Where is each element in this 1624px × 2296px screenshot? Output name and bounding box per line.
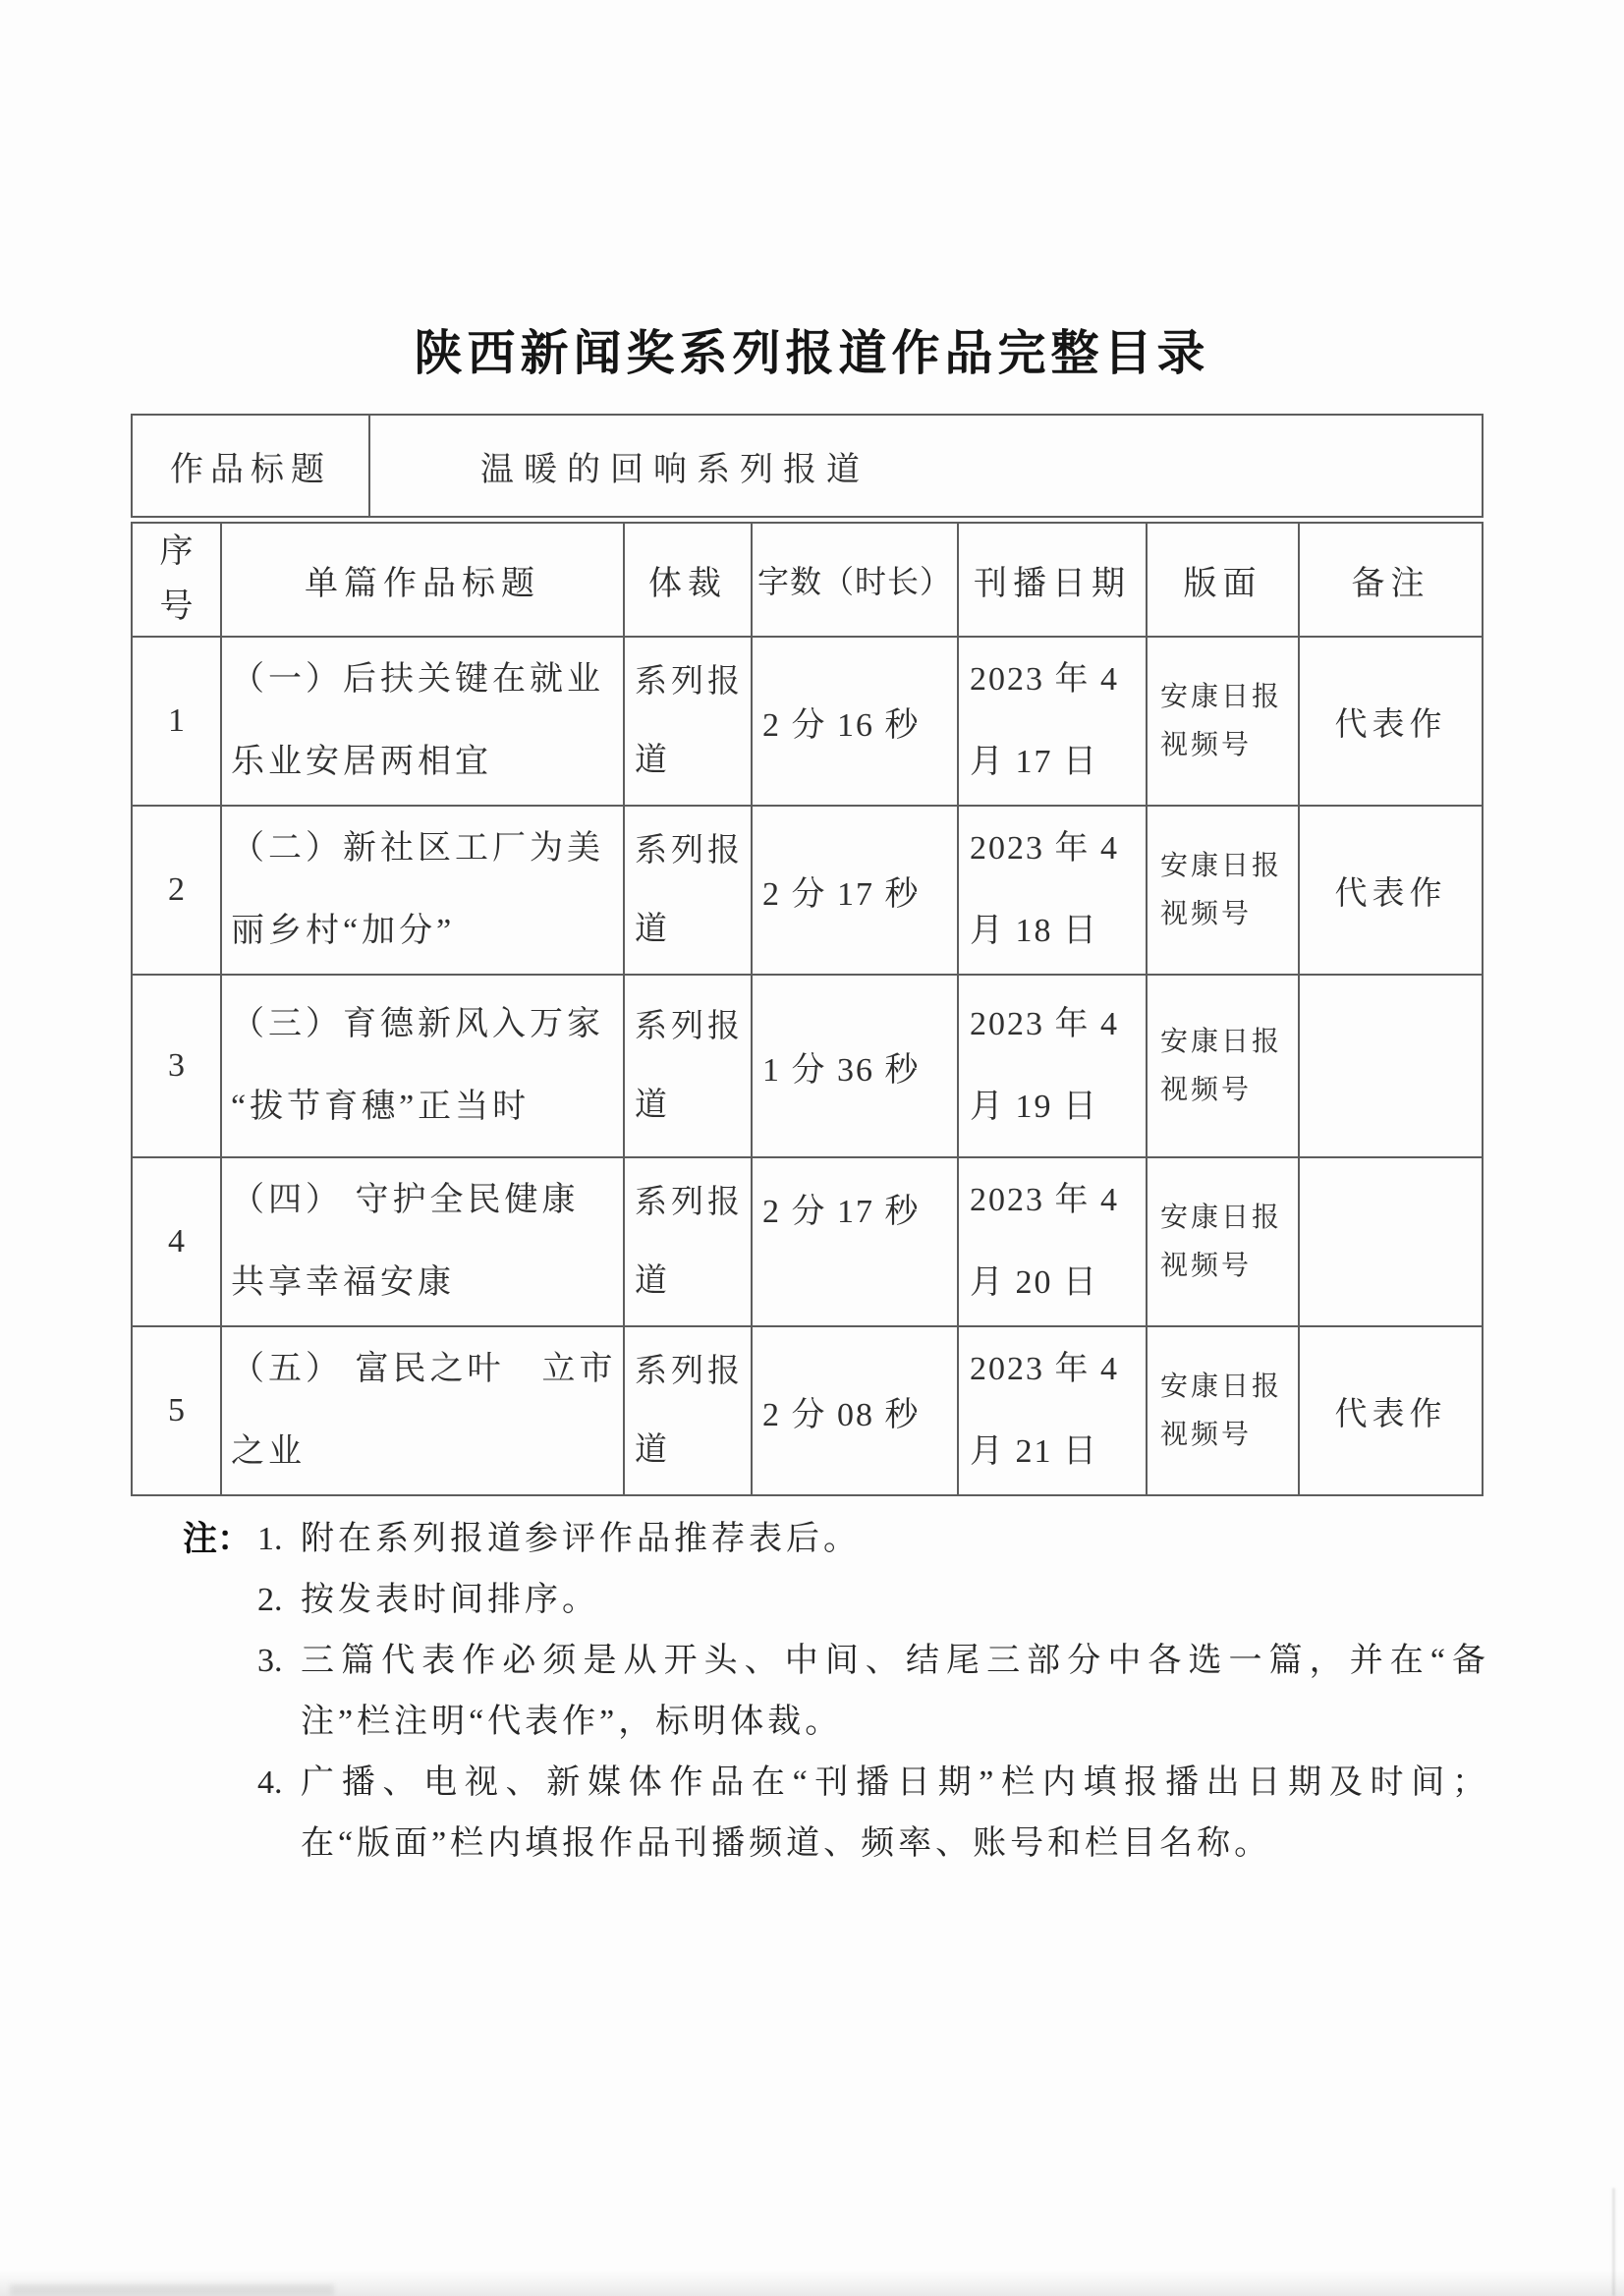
cell-remark	[1299, 1157, 1483, 1326]
col-header-index-label: 序号	[159, 533, 194, 626]
works-table-header-row	[132, 523, 1483, 637]
date-line: 2023 年 4	[970, 1351, 1119, 1388]
layout-line: 安康日报	[1160, 1372, 1283, 1403]
layout-line: 安康日报	[1160, 682, 1283, 713]
col-header-remark: 备注	[1299, 523, 1483, 637]
genre-line: 系列报	[635, 1354, 744, 1390]
layout-line: 视频号	[1160, 730, 1253, 761]
note-number: 4.	[257, 1764, 283, 1802]
cell-date	[958, 975, 1147, 1157]
cell-index: 2	[132, 806, 221, 975]
date-line: 2023 年 4	[970, 830, 1119, 868]
scan-artifact-bottom-band	[0, 2270, 1624, 2296]
cell-index: 5	[132, 1326, 221, 1495]
cell-remark: 代表作	[1299, 806, 1483, 975]
cell-date	[958, 1157, 1147, 1326]
genre-line: 道	[635, 1088, 671, 1124]
note-line: 三篇代表作必须是从开头、中间、结尾三部分中各选一篇，并在“备	[301, 1643, 1489, 1680]
cell-duration: 1 分 36 秒	[752, 975, 958, 1157]
genre-line: 道	[635, 1263, 671, 1300]
date-line: 月 19 日	[970, 1089, 1098, 1126]
cell-title	[221, 806, 624, 975]
note-line: 注”栏注明“代表作”，标明体裁。	[301, 1704, 843, 1741]
col-header-index	[132, 523, 221, 637]
title-line: （一）后扶关键在就业	[231, 661, 604, 699]
cell-genre	[624, 637, 752, 806]
notes-section	[183, 1509, 1624, 1875]
layout-line: 安康日报	[1160, 1027, 1283, 1058]
table-row	[132, 637, 1483, 806]
layout-line: 视频号	[1160, 1420, 1253, 1451]
layout-line: 视频号	[1160, 899, 1253, 930]
col-header-date: 刊播日期	[958, 523, 1147, 637]
cell-title	[221, 637, 624, 806]
note-item-1	[183, 1509, 1624, 1570]
work-title-label: 作品标题	[132, 415, 369, 517]
cell-date	[958, 806, 1147, 975]
genre-line: 道	[635, 912, 671, 948]
cell-genre	[624, 1326, 752, 1495]
date-line: 2023 年 4	[970, 661, 1119, 699]
title-line: （五） 富民之叶 立市	[231, 1351, 617, 1388]
title-line: （三）育德新风入万家	[231, 1006, 604, 1043]
cell-layout	[1147, 1157, 1299, 1326]
layout-line: 安康日报	[1160, 1203, 1283, 1234]
genre-line: 系列报	[635, 1009, 744, 1045]
note-text	[301, 1570, 1624, 1631]
genre-line: 道	[635, 1432, 671, 1469]
col-header-layout: 版面	[1147, 523, 1299, 637]
date-line: 月 17 日	[970, 744, 1098, 781]
note-item-3	[183, 1631, 1624, 1753]
note-text	[301, 1631, 1624, 1753]
cell-index: 3	[132, 975, 221, 1157]
col-header-genre: 体裁	[624, 523, 752, 637]
date-line: 月 21 日	[970, 1433, 1098, 1471]
table-row	[132, 806, 1483, 975]
note-line: 广播、电视、新媒体作品在“刊播日期”栏内填报播出日期及时间；	[301, 1764, 1489, 1802]
title-line: “拔节育穗”正当时	[231, 1089, 531, 1126]
cell-title	[221, 1326, 624, 1495]
cell-layout	[1147, 975, 1299, 1157]
cell-date	[958, 637, 1147, 806]
note-text	[301, 1753, 1624, 1875]
table-row	[132, 975, 1483, 1157]
note-number: 2.	[257, 1582, 283, 1619]
title-line: （二）新社区工厂为美	[231, 830, 604, 868]
cell-genre	[624, 975, 752, 1157]
works-table	[131, 522, 1484, 1496]
table-row	[132, 1326, 1483, 1495]
cell-genre	[624, 806, 752, 975]
cell-layout	[1147, 1326, 1299, 1495]
title-line: 之业	[231, 1433, 306, 1471]
note-item-4	[183, 1753, 1624, 1875]
note-number: 3.	[257, 1643, 283, 1680]
layout-line: 安康日报	[1160, 851, 1283, 882]
notes-label: 注：	[183, 1520, 252, 1559]
cell-duration: 2 分 17 秒	[752, 806, 958, 975]
genre-line: 系列报	[635, 1185, 744, 1221]
note-item-2	[183, 1570, 1624, 1631]
date-line: 2023 年 4	[970, 1006, 1119, 1043]
table-row	[132, 1157, 1483, 1326]
cell-remark: 代表作	[1299, 637, 1483, 806]
note-text	[301, 1509, 1624, 1570]
cell-date	[958, 1326, 1147, 1495]
title-line: （四） 守护全民健康	[231, 1182, 580, 1219]
layout-line: 视频号	[1160, 1251, 1253, 1282]
page-title: 陕西新闻奖系列报道作品完整目录	[414, 326, 1210, 380]
cell-title	[221, 1157, 624, 1326]
cell-index: 4	[132, 1157, 221, 1326]
title-line: 丽乡村“加分”	[231, 913, 456, 950]
layout-line: 视频号	[1160, 1075, 1253, 1106]
title-line: 乐业安居两相宜	[231, 744, 492, 781]
date-line: 月 18 日	[970, 913, 1098, 950]
cell-layout	[1147, 637, 1299, 806]
col-header-length: 字数（时长）	[752, 523, 958, 637]
cell-title	[221, 975, 624, 1157]
date-line: 月 20 日	[970, 1264, 1098, 1302]
note-number: 1.	[257, 1521, 283, 1558]
cell-duration: 2 分 08 秒	[752, 1326, 958, 1495]
cell-index: 1	[132, 637, 221, 806]
genre-line: 系列报	[635, 833, 744, 869]
note-line: 在“版面”栏内填报作品刊播频道、频率、账号和栏目名称。	[301, 1825, 1272, 1863]
cell-layout	[1147, 806, 1299, 975]
cell-remark	[1299, 975, 1483, 1157]
col-header-title: 单篇作品标题	[221, 523, 624, 637]
work-title-table	[131, 414, 1484, 518]
genre-line: 系列报	[635, 664, 744, 700]
genre-line: 道	[635, 743, 671, 779]
cell-duration: 2 分 17 秒	[752, 1157, 958, 1326]
note-line: 按发表时间排序。	[301, 1582, 599, 1619]
date-line: 2023 年 4	[970, 1182, 1119, 1219]
work-title-row	[132, 415, 1483, 517]
cell-remark: 代表作	[1299, 1326, 1483, 1495]
work-title-value: 温暖的回响系列报道	[369, 415, 1483, 517]
cell-genre	[624, 1157, 752, 1326]
note-line: 附在系列报道参评作品推荐表后。	[301, 1521, 861, 1558]
title-line: 共享幸福安康	[231, 1264, 455, 1302]
scan-artifact-right-edge	[1612, 2188, 1615, 2296]
cell-duration: 2 分 16 秒	[752, 637, 958, 806]
